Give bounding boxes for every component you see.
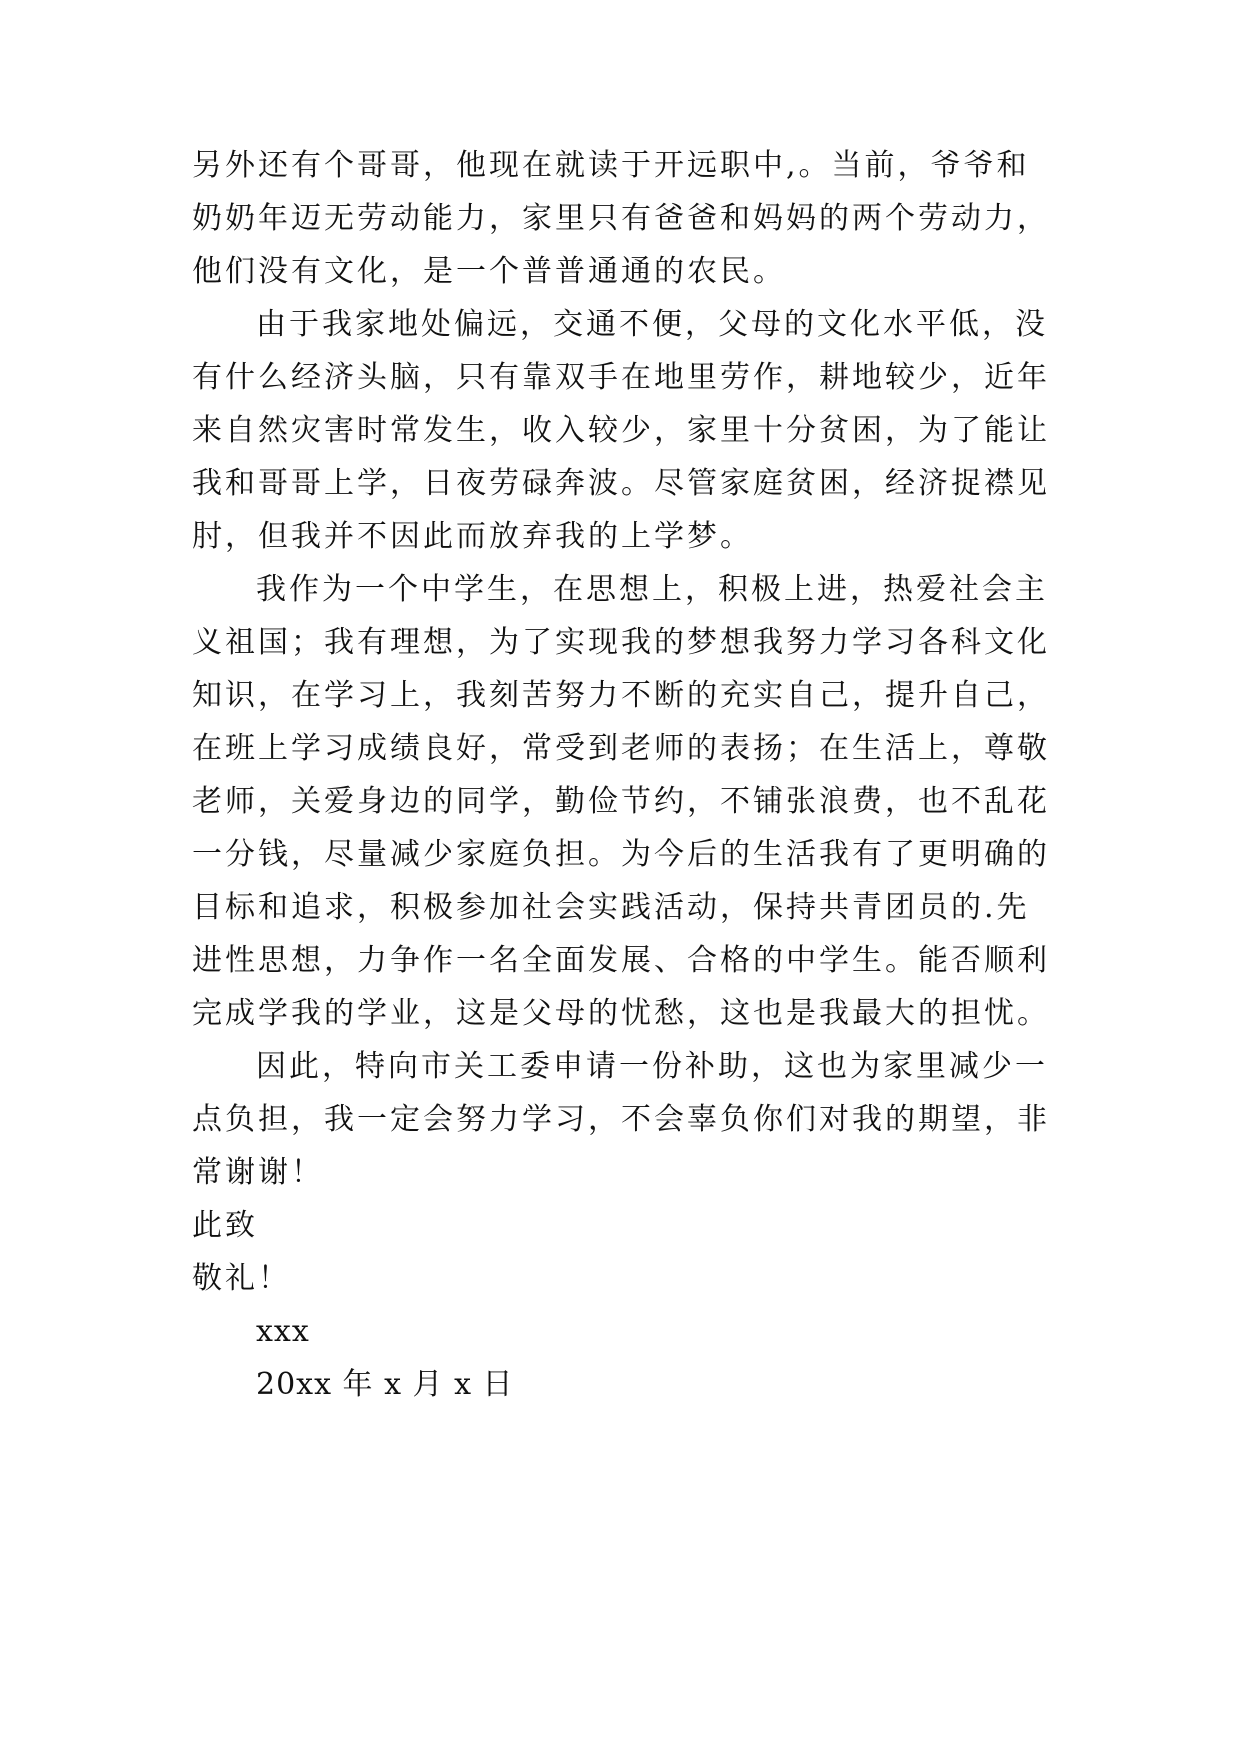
text-line: 目标和追求，积极参加社会实践活动，保持共青团员的.先 bbox=[192, 890, 1030, 925]
closing-line: 此致 bbox=[192, 1208, 258, 1243]
text-line: 我作为一个中学生，在思想上，积极上进，热爱社会主 bbox=[256, 572, 1048, 607]
signature-name: xxx bbox=[256, 1314, 310, 1349]
text-line: 完成学我的学业，这是父母的忧愁，这也是我最大的担忧。 bbox=[192, 996, 1050, 1031]
text-line: 点负担，我一定会努力学习，不会辜负你们对我的期望，非 bbox=[192, 1102, 1050, 1137]
salutation-line: 敬礼！ bbox=[192, 1261, 291, 1296]
text-line: 因此，特向市关工委申请一份补助，这也为家里减少一 bbox=[256, 1049, 1048, 1084]
signature-date: 20xx 年 x 月 x 日 bbox=[256, 1367, 514, 1402]
text-line: 奶奶年迈无劳动能力，家里只有爸爸和妈妈的两个劳动力， bbox=[192, 201, 1050, 236]
text-line: 他们没有文化，是一个普普通通的农民。 bbox=[192, 254, 786, 289]
text-line: 在班上学习成绩良好，常受到老师的表扬；在生活上，尊敬 bbox=[192, 731, 1050, 766]
text-line: 肘，但我并不因此而放弃我的上学梦。 bbox=[192, 519, 753, 554]
text-line: 一分钱，尽量减少家庭负担。为今后的生活我有了更明确的 bbox=[192, 837, 1050, 872]
text-line: 另外还有个哥哥，他现在就读于开远职中,。当前，爷爷和 bbox=[192, 148, 1030, 183]
text-line: 我和哥哥上学，日夜劳碌奔波。尽管家庭贫困，经济捉襟见 bbox=[192, 466, 1050, 501]
text-line: 义祖国；我有理想，为了实现我的梦想我努力学习各科文化 bbox=[192, 625, 1050, 660]
text-line: 知识，在学习上，我刻苦努力不断的充实自己，提升自己， bbox=[192, 678, 1050, 713]
text-line: 进性思想，力争作一名全面发展、合格的中学生。能否顺利 bbox=[192, 943, 1050, 978]
text-line: 有什么经济头脑，只有靠双手在地里劳作，耕地较少，近年 bbox=[192, 360, 1050, 395]
text-line: 来自然灾害时常发生，收入较少，家里十分贫困，为了能让 bbox=[192, 413, 1050, 448]
text-line: 由于我家地处偏远，交通不便，父母的文化水平低，没 bbox=[256, 307, 1048, 342]
text-line: 常谢谢！ bbox=[192, 1155, 324, 1190]
text-line: 老师，关爱身边的同学，勤俭节约，不铺张浪费，也不乱花 bbox=[192, 784, 1050, 819]
